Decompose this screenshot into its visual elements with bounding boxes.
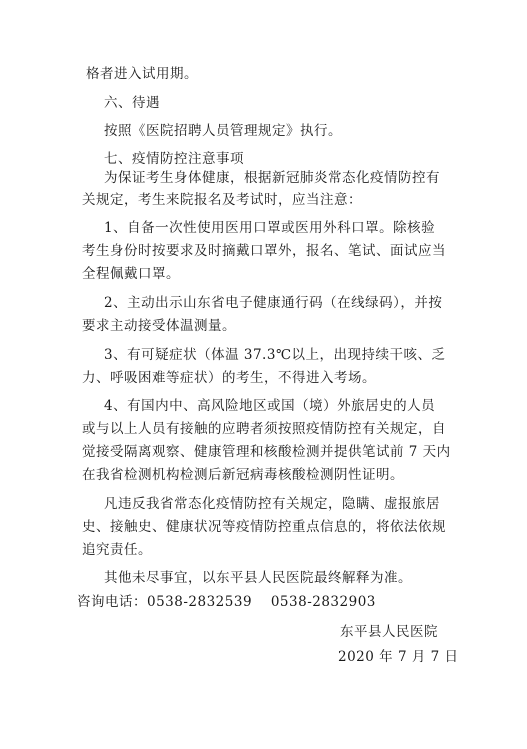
text-line-item-1: 1、自备一次性使用医用口罩或医用外科口罩。除核验 <box>104 220 436 236</box>
text-line-benefits: 按照《医院招聘人员管理规定》执行。 <box>104 123 342 139</box>
signature-date: 2020 年 7 月 7 日 <box>338 649 459 665</box>
text-line-item-3: 3、有可疑症状（体温 37.3℃以上，出现持续干咳、乏 <box>104 347 446 363</box>
text-line-other-matters: 其他未尽事宜，以东平县人民医院最终解释为准。 <box>104 570 412 586</box>
text-line-qualification-end: 格者进入试用期。 <box>86 66 198 82</box>
text-line-item-3-cont: 力、呼吸困难等症状）的考生，不得进入考场。 <box>82 370 376 386</box>
text-line-violation-end: 追究责任。 <box>82 542 152 558</box>
section-heading-benefits: 六、待遇 <box>104 95 160 111</box>
section-heading-epidemic: 七、疫情防控注意事项 <box>104 151 244 167</box>
text-line-item-2-cont: 要求主动接受体温测量。 <box>82 318 236 334</box>
text-line-item-2: 2、主动出示山东省电子健康通行码（在线绿码），并按 <box>104 295 443 311</box>
text-line-epidemic-intro-cont: 关规定，考生来院报名及考试时，应当注意： <box>82 192 362 208</box>
text-line-violation-cont: 史、接触史、健康状况等疫情防控重点信息的，将依法依规 <box>82 519 446 535</box>
text-line-item-1-end: 全程佩戴口罩。 <box>82 266 180 282</box>
text-line-item-4-cont-2: 觉接受隔离观察、健康管理和核酸检测并提供笔试前 7 天内 <box>82 444 451 460</box>
signature-organization: 东平县人民医院 <box>340 624 438 640</box>
contact-phone-line: 咨询电话：0538-2832539 0538-2832903 <box>77 594 376 610</box>
text-line-item-4: 4、有国内中、高风险地区或国（境）外旅居史的人员 <box>104 398 436 414</box>
text-line-item-4-cont: 或与以上人员有接触的应聘者须按照疫情防控有关规定，自 <box>82 421 446 437</box>
text-line-item-1-cont: 考生身份时按要求及时摘戴口罩外，报名、笔试、面试应当 <box>82 243 446 259</box>
text-line-item-4-end: 在我省检测机构检测后新冠病毒核酸检测阴性证明。 <box>82 467 404 483</box>
text-line-epidemic-intro: 为保证考生身体健康，根据新冠肺炎常态化疫情防控有 <box>104 170 440 186</box>
text-line-violation: 凡违反我省常态化疫情防控有关规定，隐瞒、虚报旅居 <box>104 496 440 512</box>
